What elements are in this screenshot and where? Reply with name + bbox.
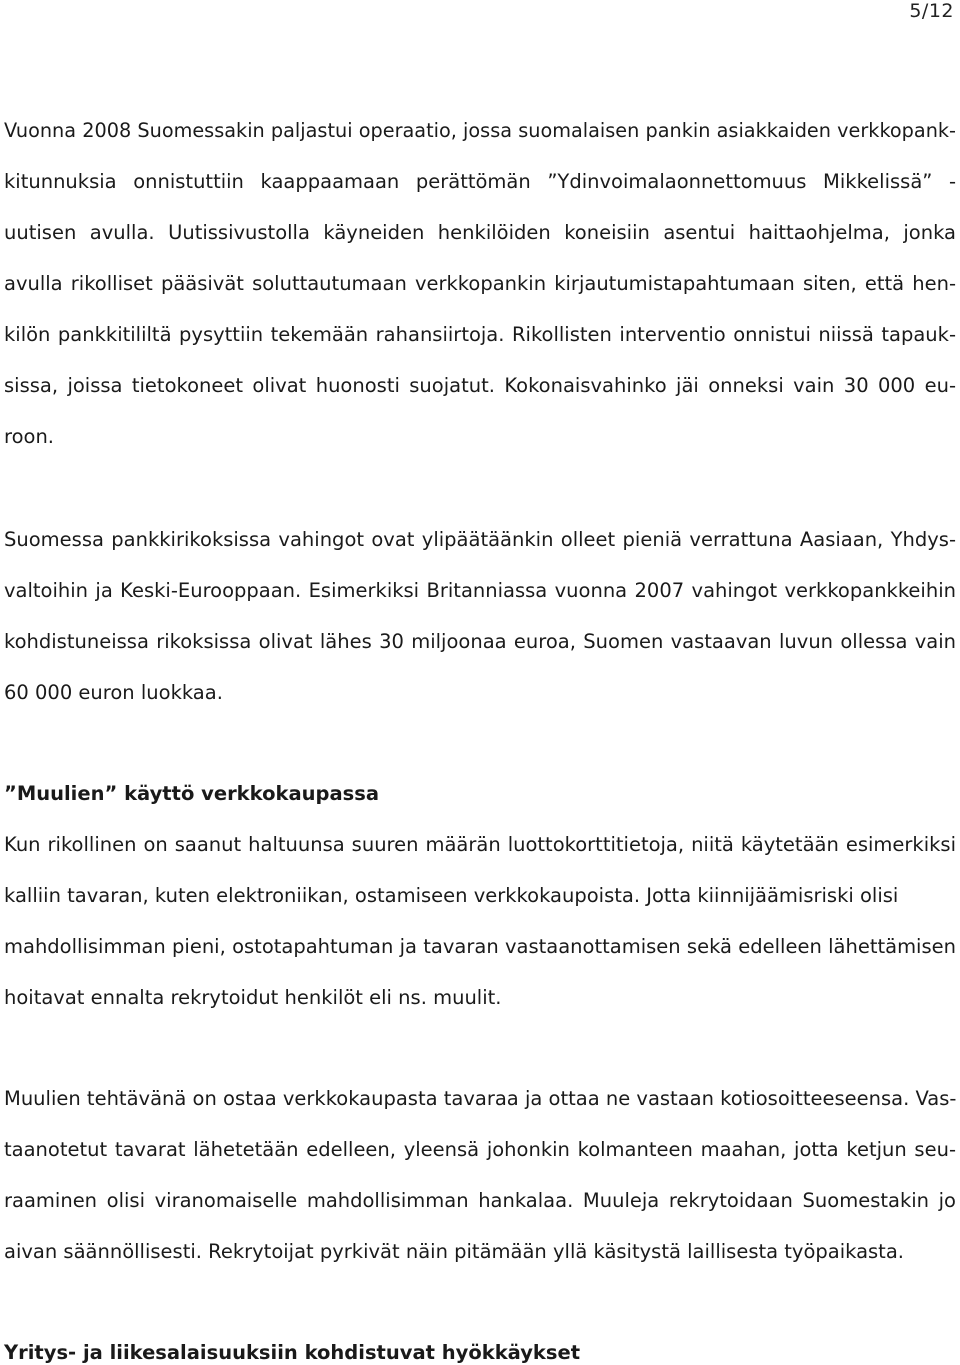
body-text-line: Kun rikollinen on saanut haltuunsa suuren määrän luottokorttitietoja, niitä käytetään esimerkiksi bbox=[4, 833, 956, 856]
body-text-line: roon. bbox=[4, 425, 55, 448]
body-text-line: avulla rikolliset pääsivät soluttautumaan verkkopankin kirjautumistapahtumaan siten, että hen- bbox=[4, 272, 956, 295]
body-text-line: valtoihin ja Keski-Eurooppaan. Esimerkiksi Britanniassa vuonna 2007 vahingot verkkopankkeihin bbox=[4, 579, 956, 602]
page-number: 5/12 bbox=[909, 0, 954, 22]
body-text-line: hoitavat ennalta rekrytoidut henkilöt eli ns. muulit. bbox=[4, 986, 502, 1009]
body-text-line: sissa, joissa tietokoneet olivat huonosti suojatut. Kokonaisvahinko jäi onneksi vain 30 000 eu- bbox=[4, 374, 956, 397]
body-text-line: mahdollisimman pieni, ostotapahtuman ja tavaran vastaanottamisen sekä edelleen lähettämisen bbox=[4, 935, 956, 958]
body-text-line: aivan säännöllisesti. Rekrytoijat pyrkivät näin pitämään yllä käsitystä laillisesta työpaikasta. bbox=[4, 1240, 904, 1263]
section-heading: Yritys- ja liikesalaisuuksiin kohdistuvat hyökkäykset bbox=[4, 1341, 581, 1364]
body-text-line: kalliin tavaran, kuten elektroniikan, ostamiseen verkkokaupoista. Jotta kiinnijäämisriski olisi bbox=[4, 884, 899, 907]
body-text-line: kilön pankkitililtä pysyttiin tekemään rahansiirtoja. Rikollisten interventio onnistui niissä tapauk- bbox=[4, 323, 956, 346]
body-text-line: kitunnuksia onnistuttiin kaappaamaan perättömän ”Ydinvoimalaonnettomuus Mikkelissä” - bbox=[4, 170, 956, 193]
body-text-line: kohdistuneissa rikoksissa olivat lähes 30 miljoonaa euroa, Suomen vastaavan luvun ollessa vain bbox=[4, 630, 956, 653]
body-text-line: uutisen avulla. Uutissivustolla käyneiden henkilöiden koneisiin asentui haittaohjelma, jonka bbox=[4, 221, 956, 244]
body-text-line: 60 000 euron luokkaa. bbox=[4, 681, 223, 704]
body-text-line: raaminen olisi viranomaiselle mahdollisimman hankalaa. Muuleja rekrytoidaan Suomestakin jo bbox=[4, 1189, 956, 1212]
body-text-line: Suomessa pankkirikoksissa vahingot ovat ylipäätäänkin olleet pieniä verrattuna Aasiaan, Yhdys- bbox=[4, 528, 956, 551]
body-text-line: Vuonna 2008 Suomessakin paljastui operaatio, jossa suomalaisen pankin asiakkaiden verkkopank- bbox=[4, 119, 956, 142]
body-text-line: taanotetut tavarat lähetetään edelleen, yleensä johonkin kolmanteen maahan, jotta ketjun seu- bbox=[4, 1138, 956, 1161]
body-text-line: Muulien tehtävänä on ostaa verkkokaupasta tavaraa ja ottaa ne vastaan kotiosoitteeseensa. Vas- bbox=[4, 1087, 957, 1110]
section-heading: ”Muulien” käyttö verkkokaupassa bbox=[4, 782, 379, 805]
